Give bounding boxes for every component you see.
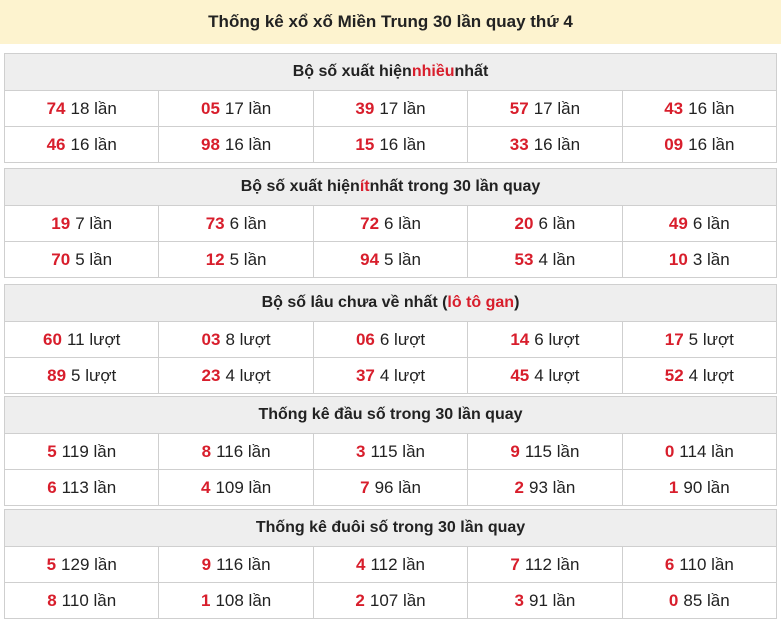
stat-cell [313, 358, 467, 393]
stat-count: 8 lượt [225, 329, 271, 349]
stat-cell [158, 91, 312, 126]
stat-number: 4 [200, 477, 211, 497]
stat-cell [622, 91, 776, 126]
stat-number: 7 [360, 477, 370, 497]
section-title-text: Thống kê đuôi số trong 30 lần quay [255, 519, 526, 536]
stat-count: 6 lần [384, 213, 421, 233]
stats-row [5, 91, 776, 126]
stat-number: 17 [664, 329, 684, 349]
stat-number: 73 [205, 213, 225, 233]
stat-number: 12 [205, 249, 225, 269]
stat-count: 112 lần [524, 554, 580, 574]
stats-section [4, 168, 777, 278]
stat-number: 7 [510, 554, 520, 574]
stats-row [5, 322, 776, 357]
stat-number: 45 [510, 365, 530, 385]
stat-cell [467, 358, 621, 393]
stat-number: 5 [46, 554, 57, 574]
stat-count: 90 lần [683, 477, 730, 497]
stat-number: 3 [356, 441, 366, 461]
stats-row [5, 357, 776, 393]
stat-cell [158, 127, 312, 162]
stat-count: 109 lần [215, 477, 272, 497]
stats-row [5, 469, 776, 505]
stats-row [5, 582, 776, 618]
stat-number: 9 [510, 441, 520, 461]
stat-number: 33 [509, 134, 529, 154]
section-title [5, 54, 776, 91]
stats-section [4, 509, 777, 619]
stat-number: 1 [200, 590, 211, 610]
stat-count: 17 lần [533, 98, 581, 118]
stat-count: 16 lần [70, 134, 117, 154]
stat-count: 5 lần [229, 249, 267, 269]
stat-count: 110 lần [61, 590, 117, 610]
stat-number: 15 [355, 134, 375, 154]
stat-number: 52 [664, 365, 684, 385]
stats-section [4, 53, 777, 163]
stat-number: 43 [664, 98, 684, 118]
stat-cell [467, 547, 621, 582]
stat-cell [313, 242, 467, 277]
stat-cell [5, 242, 158, 277]
stat-cell [5, 206, 158, 241]
stat-count: 17 lần [379, 98, 426, 118]
stat-cell [158, 322, 312, 357]
stat-cell [622, 583, 776, 618]
section-title [5, 397, 776, 434]
stat-cell [313, 91, 467, 126]
stat-count: 16 lần [533, 134, 581, 154]
stats-row [5, 206, 776, 241]
stat-cell [313, 583, 467, 618]
stat-number: 37 [355, 365, 375, 385]
stat-cell [158, 470, 312, 505]
page-title-text: Thống kê xổ xố Miền Trung 30 lần quay thứ 4 [208, 12, 573, 31]
stat-count: 6 lần [692, 213, 730, 233]
stat-cell [467, 242, 621, 277]
stat-count: 115 lần [524, 441, 580, 461]
stat-number: 3 [514, 590, 524, 610]
stat-number: 03 [201, 329, 221, 349]
stat-number: 0 [664, 441, 675, 461]
stat-count: 3 lần [692, 249, 730, 269]
stat-number: 05 [200, 98, 220, 118]
stat-number: 94 [360, 249, 380, 269]
stat-count: 16 lần [379, 134, 426, 154]
stat-number: 57 [509, 98, 529, 118]
stat-number: 6 [47, 477, 57, 497]
stat-count: 116 lần [216, 441, 271, 461]
stat-count: 16 lần [688, 98, 735, 118]
stat-cell [5, 322, 158, 357]
stat-cell [158, 434, 312, 469]
stats-row [5, 434, 776, 469]
section-title-suffix: nhất trong 30 lần quay [369, 178, 541, 195]
stat-cell [467, 470, 621, 505]
section-title [5, 510, 776, 547]
stat-count: 5 lượt [688, 329, 734, 349]
stat-cell [158, 206, 312, 241]
stats-row [5, 126, 776, 162]
stat-number: 2 [514, 477, 524, 497]
stat-cell [622, 434, 776, 469]
stat-count: 96 lần [374, 477, 421, 497]
stat-cell [5, 547, 158, 582]
stat-cell [5, 470, 158, 505]
stat-number: 5 [47, 441, 57, 461]
stat-number: 10 [668, 249, 688, 269]
stat-number: 19 [51, 213, 71, 233]
stat-cell [622, 358, 776, 393]
stat-count: 6 lần [229, 213, 267, 233]
section-title [5, 169, 776, 206]
stat-cell [467, 583, 621, 618]
stat-count: 16 lần [224, 134, 272, 154]
stat-cell [622, 127, 776, 162]
stat-cell [5, 358, 158, 393]
stat-number: 6 [664, 554, 675, 574]
section-title-text: Bộ số lâu chưa về nhất ( [261, 294, 448, 311]
stat-count: 91 lần [528, 590, 576, 610]
stat-count: 93 lần [528, 477, 576, 497]
stat-cell [158, 547, 312, 582]
stat-number: 98 [200, 134, 220, 154]
stat-cell [622, 547, 776, 582]
stats-row [5, 547, 776, 582]
section-title-text: Bộ số xuất hiện [292, 63, 412, 80]
stat-number: 39 [355, 98, 375, 118]
stat-count: 108 lần [215, 590, 272, 610]
stat-number: 60 [43, 329, 62, 349]
stat-count: 119 lần [61, 441, 117, 461]
section-title-highlight: ít [359, 178, 370, 195]
stat-cell [5, 583, 158, 618]
stat-cell [467, 206, 621, 241]
section-title-text: Bộ số xuất hiện [240, 178, 360, 195]
stat-count: 110 lần [679, 554, 734, 574]
stats-section [4, 284, 777, 394]
stat-number: 72 [360, 213, 380, 233]
stat-number: 23 [201, 365, 221, 385]
stat-count: 4 lượt [379, 365, 426, 385]
stat-cell [622, 322, 776, 357]
stat-count: 4 lượt [534, 365, 580, 385]
stat-count: 5 lần [384, 249, 421, 269]
stat-cell [5, 434, 158, 469]
stat-number: 53 [514, 249, 534, 269]
stat-number: 14 [510, 329, 530, 349]
stat-count: 6 lượt [379, 329, 426, 349]
stats-section [4, 396, 777, 506]
page-title [0, 0, 781, 44]
stat-count: 16 lần [688, 134, 735, 154]
stat-count: 6 lần [538, 213, 576, 233]
stat-count: 4 lượt [688, 365, 734, 385]
stat-number: 4 [356, 554, 366, 574]
stat-number: 8 [201, 441, 212, 461]
stat-count: 6 lượt [534, 329, 580, 349]
stat-cell [313, 547, 467, 582]
stat-cell [622, 242, 776, 277]
stat-count: 115 lần [370, 441, 425, 461]
stat-count: 11 lượt [66, 329, 121, 349]
stats-row [5, 241, 776, 277]
stat-number: 1 [668, 477, 679, 497]
stat-cell [313, 206, 467, 241]
stat-number: 2 [355, 590, 365, 610]
stat-cell [467, 91, 621, 126]
stat-count: 85 lần [683, 590, 730, 610]
stat-cell [313, 322, 467, 357]
stat-count: 4 lượt [225, 365, 271, 385]
stat-count: 4 lần [538, 249, 576, 269]
stat-count: 18 lần [70, 98, 117, 118]
section-title-text: Thống kê đầu số trong 30 lần quay [258, 406, 523, 423]
stat-cell [313, 434, 467, 469]
stat-count: 5 lần [75, 249, 113, 269]
section-title-highlight: nhiều [411, 63, 455, 80]
stat-cell [158, 583, 312, 618]
stat-count: 116 lần [216, 554, 271, 574]
stat-cell [467, 434, 621, 469]
section-title-suffix: ) [514, 294, 520, 311]
stat-count: 5 lượt [71, 365, 117, 385]
stat-count: 107 lần [369, 590, 426, 610]
stat-number: 9 [201, 554, 212, 574]
stat-number: 0 [668, 590, 679, 610]
stat-number: 20 [514, 213, 534, 233]
stat-number: 70 [51, 249, 71, 269]
stat-cell [158, 242, 312, 277]
stat-count: 113 lần [61, 477, 117, 497]
stat-number: 09 [664, 134, 684, 154]
stat-count: 17 lần [224, 98, 272, 118]
stat-number: 89 [47, 365, 67, 385]
stat-number: 46 [46, 134, 66, 154]
stat-cell [622, 206, 776, 241]
stat-number: 8 [47, 590, 57, 610]
section-title-highlight: lô tô gan [447, 294, 515, 311]
stat-cell [5, 91, 158, 126]
stat-count: 112 lần [370, 554, 425, 574]
stat-number: 49 [668, 213, 688, 233]
stat-number: 06 [355, 329, 375, 349]
stat-count: 129 lần [61, 554, 117, 574]
stat-cell [5, 127, 158, 162]
stat-count: 114 lần [679, 441, 734, 461]
stat-number: 74 [46, 98, 66, 118]
stat-cell [467, 322, 621, 357]
stat-cell [313, 127, 467, 162]
stat-cell [313, 470, 467, 505]
section-title-suffix: nhất [454, 63, 489, 80]
stat-cell [622, 470, 776, 505]
stat-count: 7 lần [75, 213, 113, 233]
stat-cell [467, 127, 621, 162]
stat-cell [158, 358, 312, 393]
section-title [5, 285, 776, 322]
